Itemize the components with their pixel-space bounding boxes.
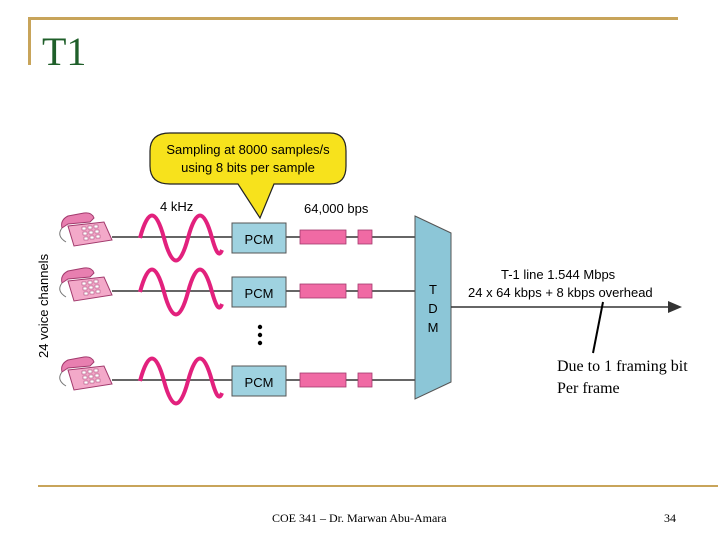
pcm-label: PCM — [244, 232, 274, 247]
tdm-letter-m: M — [427, 320, 439, 335]
tdm-letter-t: T — [429, 282, 437, 297]
channel-2 — [60, 268, 415, 315]
arrow-head-icon — [668, 301, 682, 313]
callout-line-2: using 8 bits per sample — [181, 160, 315, 175]
footer-text: COE 341 – Dr. Marwan Abu-Amara — [272, 511, 447, 525]
sine-wave — [140, 270, 222, 315]
pcm-label: PCM — [244, 286, 274, 301]
line-label-2: 24 x 64 kbps + 8 kbps overhead — [468, 285, 653, 300]
framing-annotation — [557, 356, 688, 400]
callout-line-1: Sampling at 8000 samples/s — [166, 142, 330, 157]
telephone-icon — [60, 357, 112, 390]
frequency-label: 4 kHz — [160, 199, 194, 214]
tdm-letter-d: D — [428, 301, 438, 316]
pcm-label: PCM — [244, 375, 274, 390]
annotation-line-1: Due to 1 framing bit — [557, 358, 688, 375]
bitrate-label: 64,000 bps — [304, 201, 369, 216]
channel-24 — [60, 357, 415, 404]
annotation-line-2: Per frame — [557, 380, 620, 397]
annotation-pointer — [593, 302, 603, 353]
line-label-1: T-1 line 1.544 Mbps — [501, 267, 616, 282]
side-label: 24 voice channels — [36, 253, 51, 358]
sine-wave — [140, 216, 222, 261]
sine-wave — [140, 359, 222, 404]
telephone-icon — [60, 213, 112, 246]
page-number: 34 — [664, 511, 676, 525]
channel-1 — [60, 213, 415, 261]
telephone-icon — [60, 268, 112, 301]
more-channels-dots — [258, 325, 262, 345]
slide-title: T1 — [42, 29, 87, 74]
